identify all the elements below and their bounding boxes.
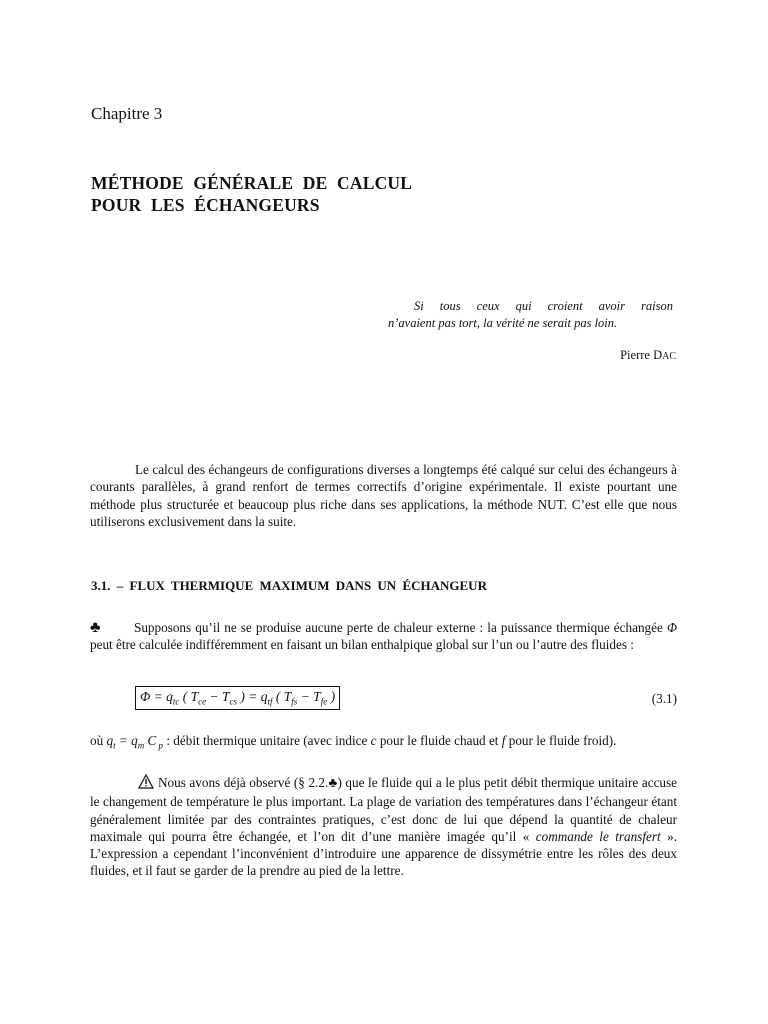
epigraph-author xyxy=(620,348,676,363)
chapter-title xyxy=(91,172,412,216)
phi-symbol: Φ xyxy=(666,620,677,635)
definition-text-b: pour le fluide chaud et xyxy=(379,733,499,748)
observation-text-b: ». L’expression a cependant l’inconvénient d’introduire une apparence de dissymétrie entre les rôles des deux fluides, et il faut se garder de la prendre au pied de la lettre. xyxy=(90,828,678,879)
epigraph-line-1: Si tous ceux qui croient avoir raison xyxy=(414,299,673,313)
paragraph-observation xyxy=(90,774,677,880)
paragraph-power-text-b: peut être calculée indifféremment en faisant un bilan enthalpique global sur l’un ou l’autre des fluides : xyxy=(90,637,634,653)
epigraph xyxy=(388,298,673,332)
author-name-smallcaps: AC xyxy=(662,351,676,362)
intro-paragraph: Le calcul des échangeurs de configurations diverses a longtemps été calqué sur celui des échangeurs à courants parallèles, à grand renfort de termes correctifs d’origine expérimentale. Il existe pourtant une méthode plus structurée et beaucoup plus riche dans ses applications, la méthode NUT. C’est elle que nous utiliserons exclusivement dans la suite. xyxy=(90,462,677,529)
warning-icon xyxy=(138,774,154,793)
paragraph-power-text-a: Supposons qu’il ne se produise aucune perte de chaleur externe : la puissance thermique échangée xyxy=(134,620,663,635)
equation-3-1: $\Phi = q_{tc}$ ( $T_{ce} - T_{cs}$ ) = $q_{tf}$ ( $T_{fs} - T_{fe}$ ) xyxy=(135,686,340,710)
index-c: c xyxy=(370,733,377,748)
qt-formula: $q_t = q_m$ C $_p$ xyxy=(106,733,164,751)
observation-emphasis: commande le transfert xyxy=(535,828,661,844)
equation-number: (3.1) xyxy=(651,691,677,706)
chapter-title-line-1: MÉTHODE GÉNÉRALE DE CALCUL xyxy=(91,173,413,193)
definition-text-a: : débit thermique unitaire (avec indice xyxy=(166,733,368,748)
observation-text-a: Nous avons déjà observé (§ 2.2.♣) que le fluide qui a le plus petit débit thermique unitaire accuse le changement de température le plus important. La plage de variation des températures dans l’échangeur étant généralement limitée par des contraintes pratiques, c’est donc de lui que dépend la quantité de chaleur maximale qui pourra être échangée, et l’on dit d’une manière imagée qu’il « xyxy=(90,775,677,844)
paragraph-power xyxy=(90,619,677,654)
definition-text-c: pour le fluide froid). xyxy=(508,733,617,748)
section-heading: 3.1. – FLUX THERMIQUE MAXIMUM DANS UN ÉCHANGEUR xyxy=(91,578,487,593)
paragraph-definition xyxy=(90,731,677,756)
epigraph-line-2: n’avaient pas tort, la vérité ne serait pas loin. xyxy=(388,316,618,330)
index-f: f xyxy=(501,733,506,748)
club-icon: ♣ xyxy=(90,619,101,636)
chapter-label: Chapitre 3 xyxy=(91,104,163,123)
definition-prefix: où xyxy=(90,733,104,748)
author-name: Pierre D xyxy=(620,348,663,362)
chapter-title-line-2: POUR LES ÉCHANGEURS xyxy=(91,195,320,215)
